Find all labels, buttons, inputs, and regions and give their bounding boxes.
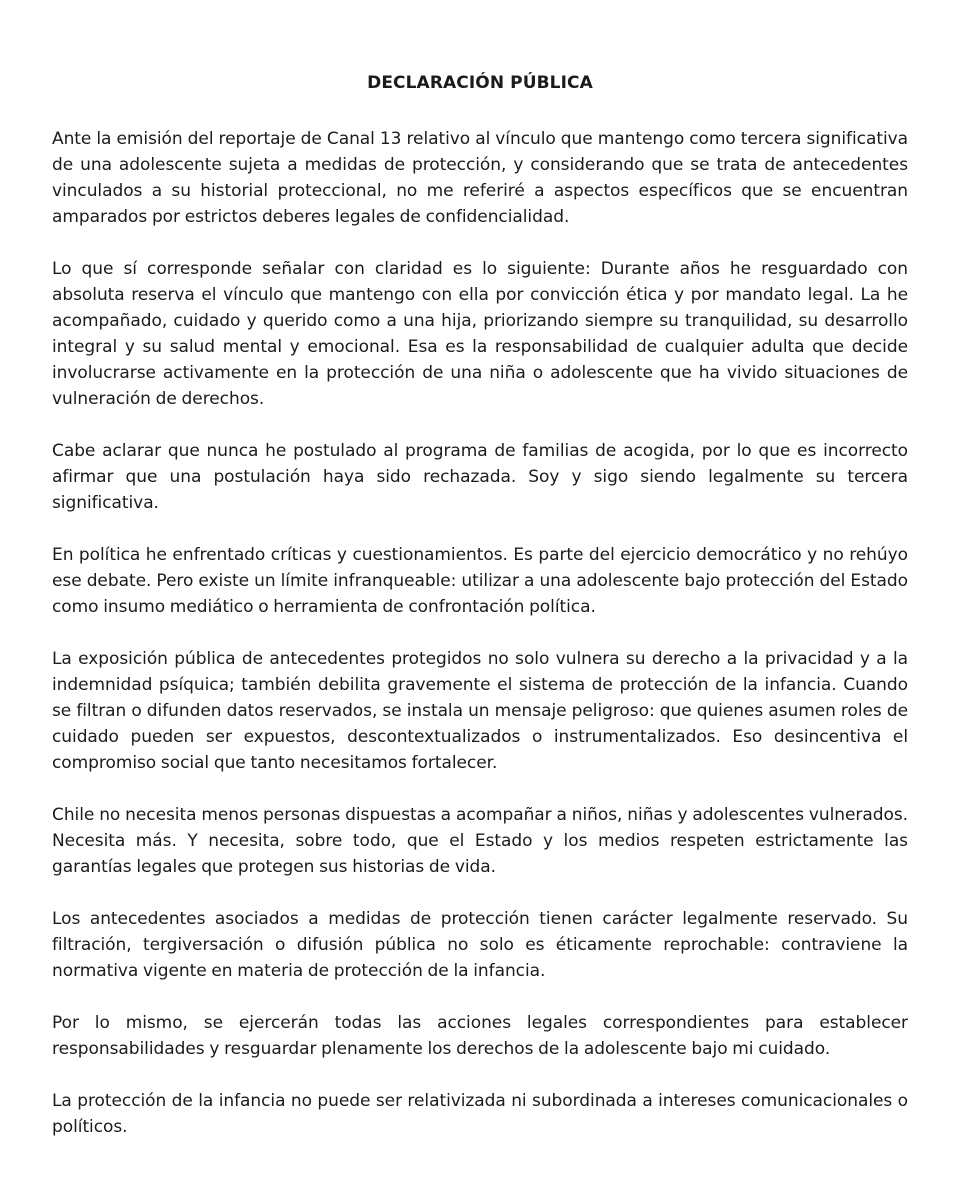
paragraph-6: Chile no necesita menos personas dispuestas a acompañar a niños, niñas y adolescentes vulnerados. Necesita más. Y necesita, sobre todo, que el Estado y los medios respeten estrictamente las garantías legales que protegen sus historias de vida. — [52, 805, 908, 877]
paragraph-7: Los antecedentes asociados a medidas de protección tienen carácter legalmente reservado. Su filtración, tergiversación o difusión pública no solo es éticamente reprochable: contraviene la normativa vigente en materia de protección de la infancia. — [52, 909, 908, 981]
paragraph-4: En política he enfrentado críticas y cuestionamientos. Es parte del ejercicio democrático y no rehúyo ese debate. Pero existe un límite infranqueable: utilizar a una adolescente bajo protección del Estado como insumo mediático o herramienta de confrontación política. — [52, 545, 908, 617]
paragraph-8: Por lo mismo, se ejercerán todas las acciones legales correspondientes para establecer responsabilidades y resguardar plenamente los derechos de la adolescente bajo mi cuidado. — [52, 1013, 908, 1059]
paragraph-1: Ante la emisión del reportaje de Canal 13 relativo al vínculo que mantengo como tercera significativa de una adolescente sujeta a medidas de protección, y considerando que se trata de antecedentes vinculados a su historial proteccional, no me referiré a aspectos específicos que se encuentran amparados por estrictos deberes legales de confidencialidad. — [52, 129, 908, 227]
paragraph-5: La exposición pública de antecedentes protegidos no solo vulnera su derecho a la privacidad y a la indemnidad psíquica; también debilita gravemente el sistema de protección de la infancia. Cuando se filtran o difunden datos reservados, se instala un mensaje peligroso: que quienes asumen roles de cuidado pueden ser expuestos, descontextualizados o instrumentalizados. Eso desincentiva el compromiso social que tanto necesitamos fortalecer. — [52, 649, 908, 773]
paragraph-3: Cabe aclarar que nunca he postulado al programa de familias de acogida, por lo que es incorrecto afirmar que una postulación haya sido rechazada. Soy y sigo siendo legalmente su tercera significativa. — [52, 441, 908, 513]
paragraph-2: Lo que sí corresponde señalar con claridad es lo siguiente: Durante años he resguardado con absoluta reserva el vínculo que mantengo con ella por convicción ética y por mandato legal. La he acompañado, cuidado y querido como a una hija, priorizando siempre su tranquilidad, su desarrollo integral y su salud mental y emocional. Esa es la responsabilidad de cualquier adulta que decide involucrarse activamente en la protección de una niña o adolescente que ha vivido situaciones de vulneración de derechos. — [52, 259, 908, 409]
document-title: DECLARACIÓN PÚBLICA — [367, 73, 593, 93]
paragraph-9: La protección de la infancia no puede ser relativizada ni subordinada a intereses comunicacionales o políticos. — [52, 1091, 908, 1137]
